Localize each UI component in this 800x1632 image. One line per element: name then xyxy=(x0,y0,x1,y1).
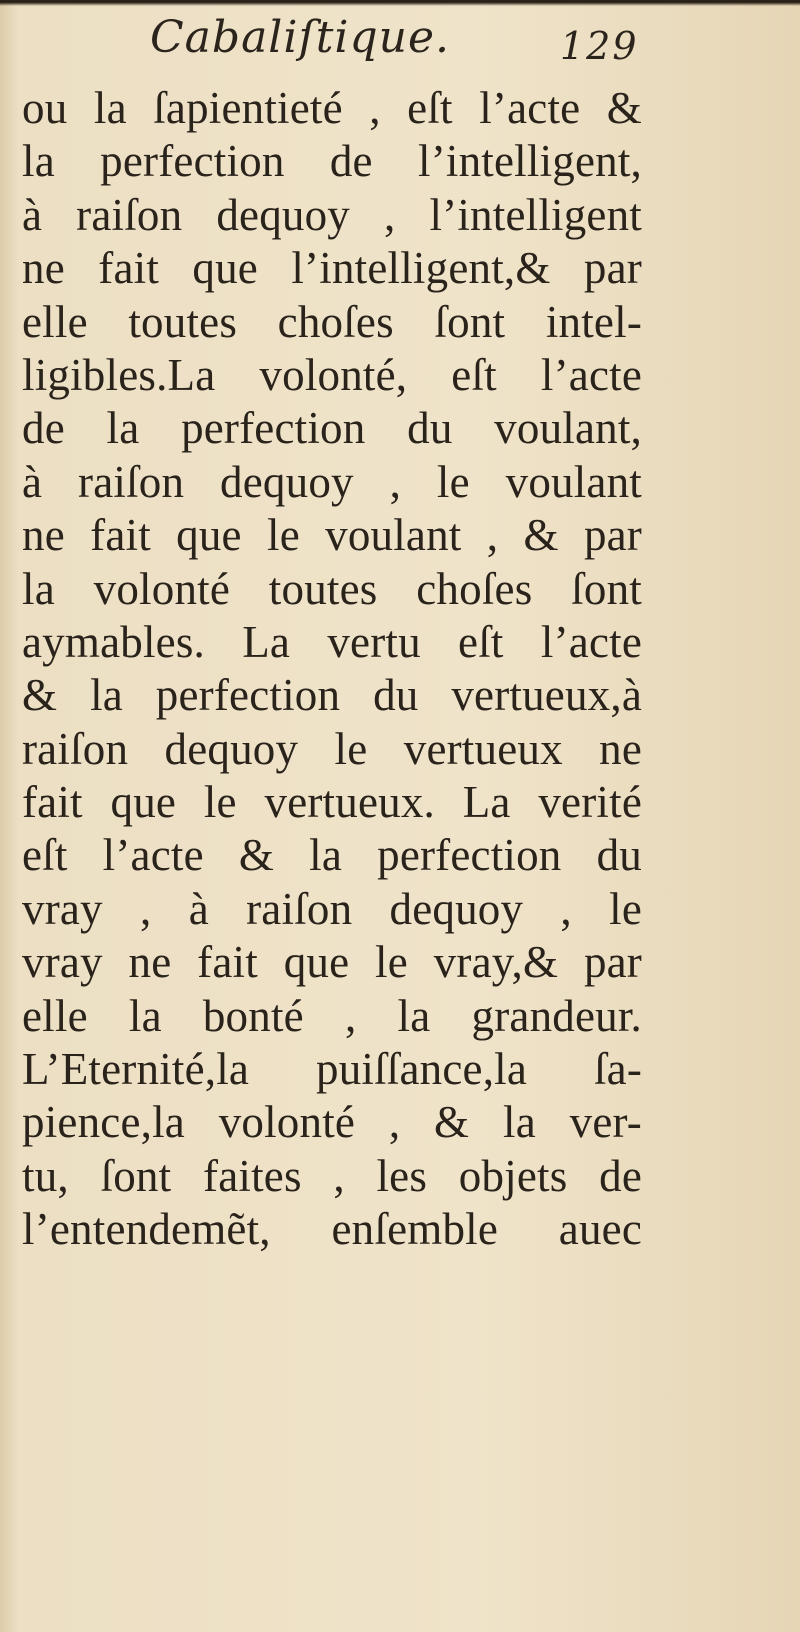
page-top-edge xyxy=(0,0,800,6)
text-line: à raiſon dequoy , le voulant xyxy=(22,456,642,507)
text-line: ne fait que le voulant , & par xyxy=(22,510,642,561)
text-line: ne fait que l’intelligent,& par xyxy=(22,243,642,294)
text-line: la perfection de l’intelligent, xyxy=(22,136,642,187)
text-line: elle toutes choſes ſont intel- xyxy=(22,296,642,347)
text-line: & la perfection du vertueux,à xyxy=(22,670,642,721)
text-line: l’entendemẽt, enſemble auec xyxy=(22,1204,642,1255)
page-number: 129 xyxy=(560,24,639,68)
text-line: pience,la volonté , & la ver- xyxy=(22,1097,642,1148)
text-line: fait que le vertueux. La verité xyxy=(22,777,642,828)
running-title: Cabaliſtique. xyxy=(150,12,451,63)
text-line: ou la ſapientieté , eſt l’acte & xyxy=(22,83,642,133)
text-line: eſt l’acte & la perfection du xyxy=(22,830,642,881)
text-line: raiſon dequoy le vertueux ne xyxy=(22,723,642,774)
text-line: L’Eternité,la puiſſance,la ſa- xyxy=(22,1044,642,1095)
text-line: aymables. La vertu eſt l’acte xyxy=(22,616,642,667)
running-head xyxy=(150,12,650,82)
text-line: à raiſon dequoy , l’intelligent xyxy=(22,189,642,240)
text-line: tu, ſont faites , les objets de xyxy=(22,1150,642,1201)
text-line: vray ne fait que le vray,& par xyxy=(22,937,642,988)
text-line: la volonté toutes choſes ſont xyxy=(22,563,642,614)
text-line: de la perfection du voulant, xyxy=(22,403,642,454)
text-line: vray , à raiſon dequoy , le xyxy=(22,883,642,934)
show-through-texture xyxy=(20,1340,620,1390)
body-text xyxy=(22,82,642,1257)
text-line: ligibles.La volonté, eſt l’acte xyxy=(22,349,642,400)
text-line: elle la bonté , la grandeur. xyxy=(22,990,642,1041)
